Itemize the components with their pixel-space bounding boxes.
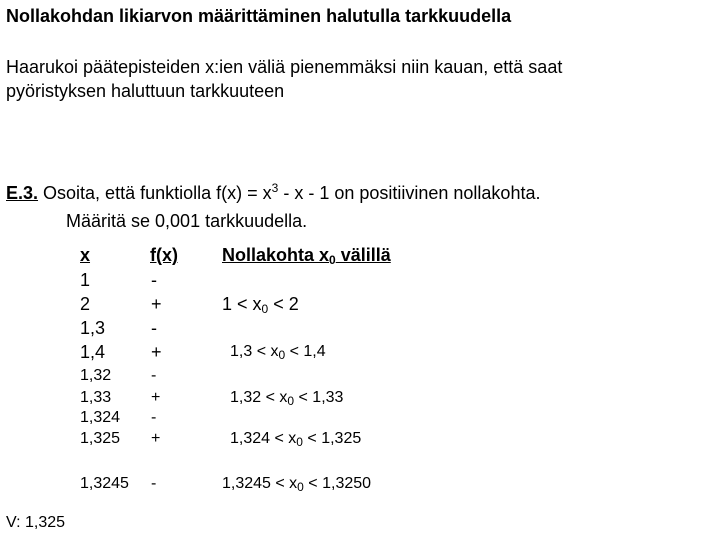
interval-high: < 2 [268, 294, 299, 314]
sign-value: - [151, 367, 157, 384]
interval-low: 1 < x [222, 294, 262, 314]
instruction-text [6, 55, 562, 103]
x-value: 1,325 [80, 430, 121, 447]
interval-low: 1,3 < x [230, 343, 279, 360]
interval-sub: 0 [287, 394, 295, 408]
interval-high: < 1,3250 [303, 475, 372, 492]
exercise-tag: E.3. [6, 183, 39, 203]
sign-value: + [151, 342, 162, 362]
x-value: 1,3 [80, 318, 106, 338]
x-value: 1,4 [80, 342, 106, 362]
interval-sub: 0 [297, 480, 304, 494]
exercise-text-start: Osoita, että funktiolla f(x) = x [38, 183, 272, 203]
header-fx: f(x) [150, 245, 178, 265]
sign-value: - [151, 318, 157, 338]
interval-row [230, 343, 326, 362]
interval-sub: 0 [296, 435, 303, 449]
header-interval-suffix: välillä [335, 245, 391, 265]
exercise-line-2: Määritä se 0,001 tarkkuudella. [66, 211, 308, 231]
exercise-text-end: - x - 1 on positiivinen nollakohta. [278, 183, 541, 203]
sign-value: - [151, 270, 157, 290]
interval-sub: 0 [278, 348, 286, 362]
header-x: x [80, 245, 91, 265]
interval-low: 1,324 < x [230, 430, 297, 447]
interval-sub: 0 [261, 302, 269, 316]
x-value: 1,324 [80, 409, 121, 426]
x-value: 1,32 [80, 367, 112, 384]
interval-row [230, 389, 343, 408]
interval-row [222, 294, 299, 316]
header-interval-sub: 0 [329, 253, 336, 267]
sign-value: + [151, 430, 161, 447]
sign-value: + [151, 294, 162, 314]
x-value: 1,3245 [80, 475, 129, 492]
interval-low: 1,3245 < x [222, 475, 298, 492]
instruction-line-1: Haarukoi päätepisteiden x:ien väliä pienemmäksi niin kauan, että saat [6, 57, 563, 77]
interval-low: 1,32 < x [230, 389, 288, 406]
interval-high: < 1,325 [302, 430, 362, 447]
exercise-exponent: 3 [271, 181, 279, 195]
x-value: 2 [80, 294, 91, 314]
answer-text: V: 1,325 [6, 514, 66, 531]
interval-row [222, 475, 371, 494]
header-interval-prefix: Nollakohta x [222, 245, 330, 265]
interval-row [230, 430, 361, 449]
sign-value: + [151, 389, 161, 406]
sign-value: - [151, 409, 157, 426]
x-value: 1,33 [80, 389, 112, 406]
exercise-block [6, 174, 540, 235]
x-value: 1 [80, 270, 91, 290]
instruction-line-2: pyöristyksen haluttuun tarkkuuteen [6, 81, 285, 101]
interval-high: < 1,4 [285, 343, 326, 360]
sign-value: - [151, 475, 157, 492]
header-interval [222, 245, 391, 267]
page-title: Nollakohdan likiarvon määrittäminen halutulla tarkkuudella [6, 6, 512, 26]
interval-high: < 1,33 [294, 389, 344, 406]
